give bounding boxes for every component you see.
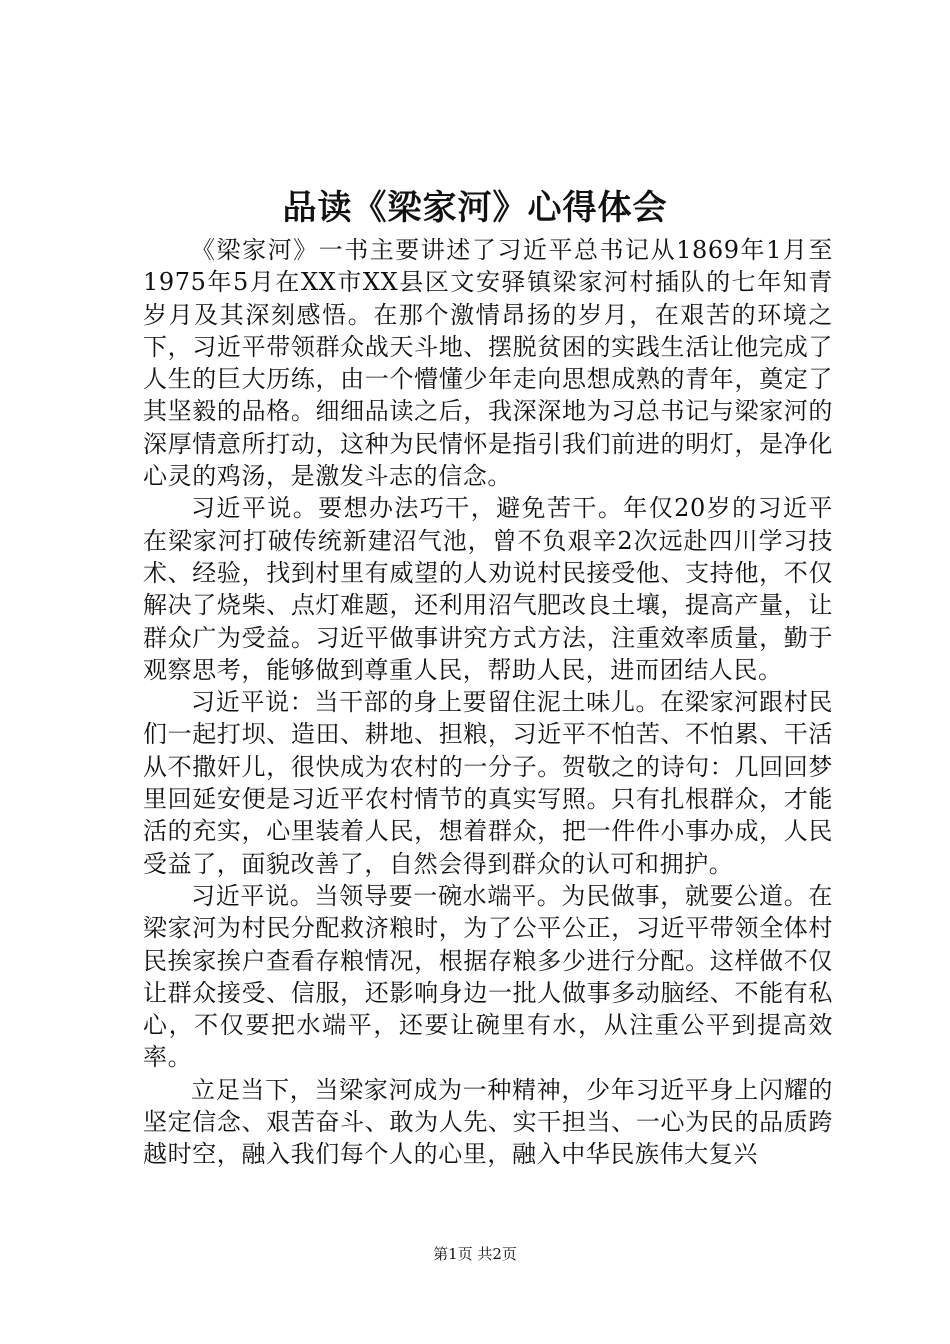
- page-footer: 第1页 共2页: [433, 1245, 517, 1263]
- paragraph-3: 习近平说：当干部的身上要留住泥土味儿。在梁家河跟村民们一起打坝、造田、耕地、担粮，习近平不怕苦、不怕累、干活从不撒奸儿，很快成为农村的一分子。贺敬之的诗句：几回回梦里回延安便是习近平农村情节的真实写照。只有扎根群众，才能活的充实，心里装着人民，想着群众，把一件件小事办成，人民受益了，面貌改善了，自然会得到群众的认可和拥护。: [143, 688, 833, 878]
- paragraph-4: 习近平说。当领导要一碗水端平。为民做事，就要公道。在梁家河为村民分配救济粮时，为了公平公正，习近平带领全体村民挨家挨户查看存粮情况，根据存粮多少进行分配。这样做不仅让群众接受、信服，还影响身边一批人做事多动脑经、不能有私心，不仅要把水端平，还要让碗里有水，从注重公平到提高效率。: [143, 881, 833, 1072]
- paragraph-2: 习近平说。要想办法巧干，避免苦干。年仅20岁的习近平在梁家河打破传统新建沼气池，曾不负艰辛2次远赴四川学习技术、经验，找到村里有威望的人劝说村民接受他、支持他，不仅解决了烧柴、点灯难题，还利用沼气肥改良土壤，提高产量，让群众广为受益。习近平做事讲究方式方法，注重效率质量，勤于观察思考，能够做到尊重人民，帮助人民，进而团结人民。: [143, 494, 833, 684]
- paragraph-1: 《梁家河》一书主要讲述了习近平总书记从1869年1月至1975年5月在XX市XX县区文安驿镇梁家河村插队的七年知青岁月及其深刻感悟。在那个激情昂扬的岁月，在艰苦的环境之下，习近平带领群众战天斗地、摆脱贫困的实践生活让他完成了人生的巨大历练，由一个懵懂少年走向思想成熟的青年，奠定了其坚毅的品格。细细品读之后，我深深地为习总书记与梁家河的深厚情意所打动，这种为民情怀是指引我们前进的明灯，是净化心灵的鸡汤，是激发斗志的信念。: [143, 236, 833, 491]
- document-body: [143, 234, 833, 1171]
- document-title: 品读《梁家河》心得体会: [282, 188, 668, 228]
- paragraph-5: 立足当下，当梁家河成为一种精神，少年习近平身上闪耀的坚定信念、艰苦奋斗、敢为人先、实干担当、一心为民的品质跨越时空，融入我们每个人的心里，融入中华民族伟大复兴: [143, 1075, 833, 1169]
